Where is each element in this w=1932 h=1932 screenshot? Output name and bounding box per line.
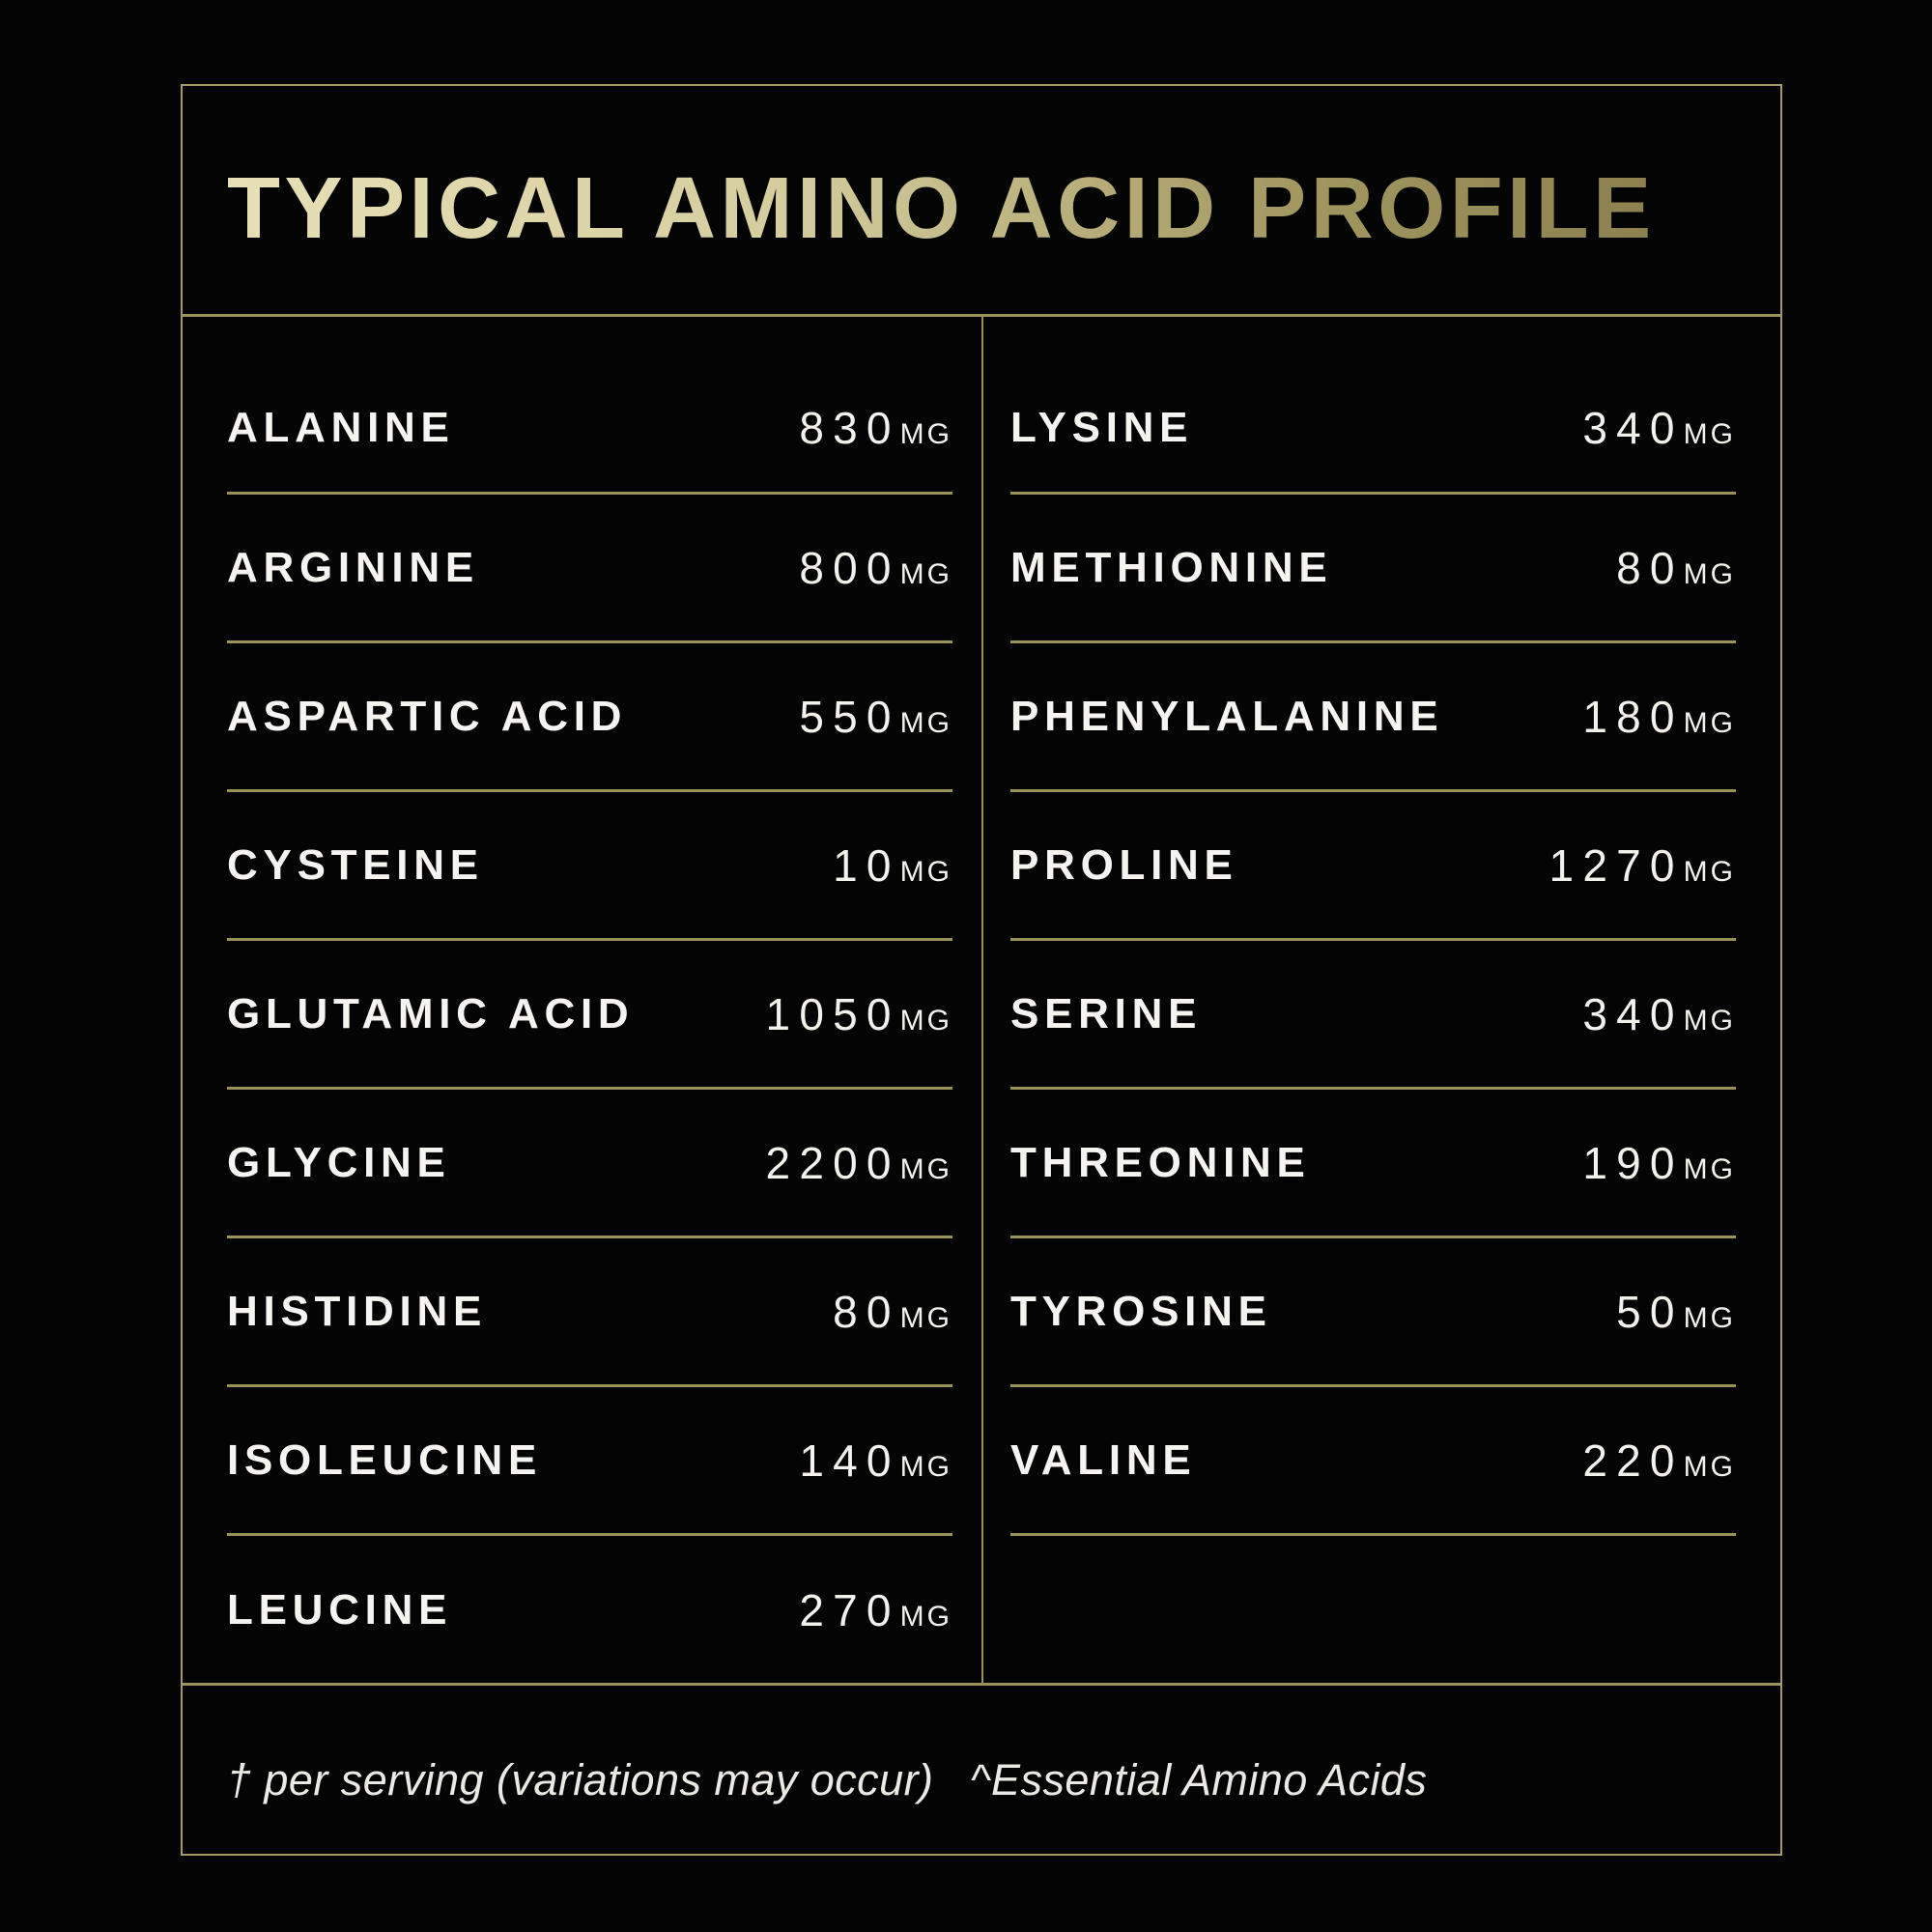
amount-number: 220	[1582, 1435, 1684, 1486]
amino-row-methionine	[1010, 495, 1736, 643]
amount-unit: MG	[899, 1004, 952, 1037]
amino-column-left	[183, 317, 981, 1685]
amount-unit: MG	[899, 1601, 952, 1633]
amino-acid-amount	[833, 1286, 952, 1338]
amino-row-cysteine	[227, 792, 952, 941]
amino-acid-name: TYROSINE	[1010, 1287, 1272, 1335]
amount-unit: MG	[899, 417, 952, 450]
amount-unit: MG	[899, 706, 952, 739]
amino-acid-name: METHIONINE	[1010, 543, 1333, 591]
amino-acid-amount	[1549, 839, 1736, 892]
amount-number: 340	[1582, 988, 1684, 1039]
footnote-per-serving: † per serving (variations may occur)	[227, 1755, 934, 1804]
amount-number: 340	[1582, 402, 1684, 453]
amino-acid-amount	[1582, 402, 1736, 454]
amount-unit: MG	[1683, 1152, 1736, 1185]
amount-number: 830	[799, 402, 900, 453]
amount-number: 50	[1616, 1286, 1684, 1337]
amino-acid-amount	[1616, 1286, 1736, 1338]
amino-row-phenylalanine	[1010, 643, 1736, 792]
amino-acid-amount	[1582, 691, 1736, 743]
amino-acid-amount	[1582, 988, 1736, 1040]
amount-number: 800	[799, 542, 900, 593]
amount-unit: MG	[1683, 1301, 1736, 1334]
amino-row-aspartic-acid	[227, 643, 952, 792]
amount-number: 1050	[765, 988, 900, 1039]
amino-acid-amount	[799, 1584, 952, 1636]
amino-row-glycine	[227, 1090, 952, 1238]
amount-number: 2200	[765, 1137, 900, 1188]
amino-row-leucine	[227, 1536, 952, 1685]
amino-acid-name: ALANINE	[227, 403, 455, 451]
amino-acid-name: LYSINE	[1010, 403, 1194, 451]
amino-acid-amount	[766, 1137, 952, 1189]
amino-column-right	[983, 317, 1780, 1685]
title-text: TYPICAL AMINO ACID PROFILE	[227, 160, 1656, 257]
amount-number: 1270	[1548, 839, 1684, 891]
amount-number: 80	[833, 1286, 900, 1337]
amount-unit: MG	[899, 1301, 952, 1334]
amino-acid-name: GLUTAMIC ACID	[227, 989, 635, 1037]
amino-acid-name: PROLINE	[1010, 840, 1238, 889]
amount-unit: MG	[1683, 706, 1736, 739]
title-dagger-superscript: †	[1655, 147, 1679, 192]
amino-acid-name: CYSTEINE	[227, 840, 484, 889]
amount-number: 10	[833, 839, 900, 891]
amount-unit: MG	[1683, 1004, 1736, 1037]
amino-acid-name: THREONINE	[1010, 1138, 1311, 1186]
amino-row-alanine	[227, 317, 952, 495]
amino-row-lysine	[1010, 317, 1736, 495]
amino-acid-amount	[766, 988, 952, 1040]
amount-unit: MG	[899, 1152, 952, 1185]
amino-acid-amount	[1582, 1435, 1736, 1487]
amino-acid-amount	[1616, 542, 1736, 594]
amino-acid-name: HISTIDINE	[227, 1287, 488, 1335]
amino-row-isoleucine	[227, 1387, 952, 1536]
amount-number: 140	[799, 1435, 900, 1486]
amount-number: 180	[1582, 691, 1684, 742]
amount-unit: MG	[899, 855, 952, 888]
footnote-essential-amino-acids: ^Essential Amino Acids	[970, 1755, 1428, 1804]
amino-acid-name: ARGININE	[227, 543, 479, 591]
amount-number: 80	[1616, 542, 1684, 593]
amino-acid-name: ISOLEUCINE	[227, 1435, 543, 1484]
amino-acid-amount	[799, 691, 952, 743]
amount-unit: MG	[1683, 855, 1736, 888]
amino-acid-amount	[833, 839, 952, 892]
amino-table	[183, 317, 1780, 1685]
amino-acid-name: VALINE	[1010, 1435, 1197, 1484]
amino-row-threonine	[1010, 1090, 1736, 1238]
amino-acid-amount	[799, 402, 952, 454]
amino-acid-name: PHENYLALANINE	[1010, 692, 1444, 740]
amino-acid-amount	[799, 542, 952, 594]
amount-unit: MG	[899, 1450, 952, 1483]
amount-number: 270	[799, 1585, 900, 1635]
amino-acid-profile-panel	[181, 84, 1782, 1856]
amino-acid-name: SERINE	[1010, 989, 1203, 1037]
footnote	[227, 1686, 1736, 1854]
amino-acid-name: ASPARTIC ACID	[227, 692, 628, 740]
amino-row-arginine	[227, 495, 952, 643]
amino-acid-amount	[799, 1435, 952, 1487]
page-title	[227, 147, 1679, 257]
amino-acid-amount	[1582, 1137, 1736, 1189]
amino-acid-name: LEUCINE	[227, 1586, 453, 1634]
amount-number: 550	[799, 691, 900, 742]
amino-acid-name: GLYCINE	[227, 1138, 451, 1186]
amount-unit: MG	[899, 557, 952, 590]
amount-unit: MG	[1683, 417, 1736, 450]
amount-unit: MG	[1683, 1450, 1736, 1483]
amino-row-proline	[1010, 792, 1736, 941]
amino-row-tyrosine	[1010, 1238, 1736, 1387]
amino-row-glutamic-acid	[227, 941, 952, 1090]
amino-row-valine	[1010, 1387, 1736, 1536]
amount-unit: MG	[1683, 557, 1736, 590]
amino-row-histidine	[227, 1238, 952, 1387]
amount-number: 190	[1582, 1137, 1684, 1188]
amino-row-serine	[1010, 941, 1736, 1090]
